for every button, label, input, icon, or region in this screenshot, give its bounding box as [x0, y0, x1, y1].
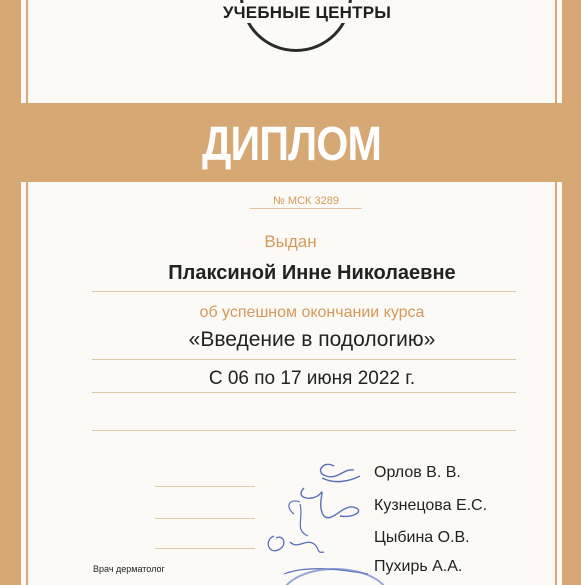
right-border: [562, 0, 581, 585]
recipient-name: Плаксиной Инне Николаевне: [168, 262, 456, 284]
divider-line: [92, 291, 516, 292]
signatory-name: Цыбина О.В.: [374, 529, 470, 546]
signature-line: [155, 518, 255, 519]
right-inner-line: [555, 0, 557, 585]
signature-line: [155, 486, 255, 487]
doctor-label: Врач дерматолог: [93, 564, 165, 574]
title-banner: [21, 103, 562, 182]
course-intro: об успешном окончании курса: [199, 304, 425, 321]
issued-label: Выдан: [264, 232, 317, 251]
diploma-number: № МСК 3289: [250, 195, 362, 209]
signatory-name: Пухирь А.А.: [374, 558, 463, 575]
signatory-name: Кузнецова Е.С.: [374, 497, 488, 514]
divider-line: [92, 430, 516, 431]
handwritten-signatures: [264, 458, 374, 585]
diploma-title: ДИПЛОМ: [201, 118, 382, 171]
divider-line: [92, 359, 516, 360]
left-border: [0, 0, 21, 585]
logo-text: УЧЕБНЫЕ ЦЕНТРЫ: [222, 3, 392, 22]
course-dates: С 06 по 17 июня 2022 г.: [208, 368, 416, 389]
course-name: «Введение в подологию»: [188, 328, 436, 351]
divider-line: [92, 392, 516, 393]
signature-line: [155, 548, 255, 549]
signatory-name: Орлов В. В.: [374, 464, 461, 481]
left-inner-line: [26, 0, 28, 585]
